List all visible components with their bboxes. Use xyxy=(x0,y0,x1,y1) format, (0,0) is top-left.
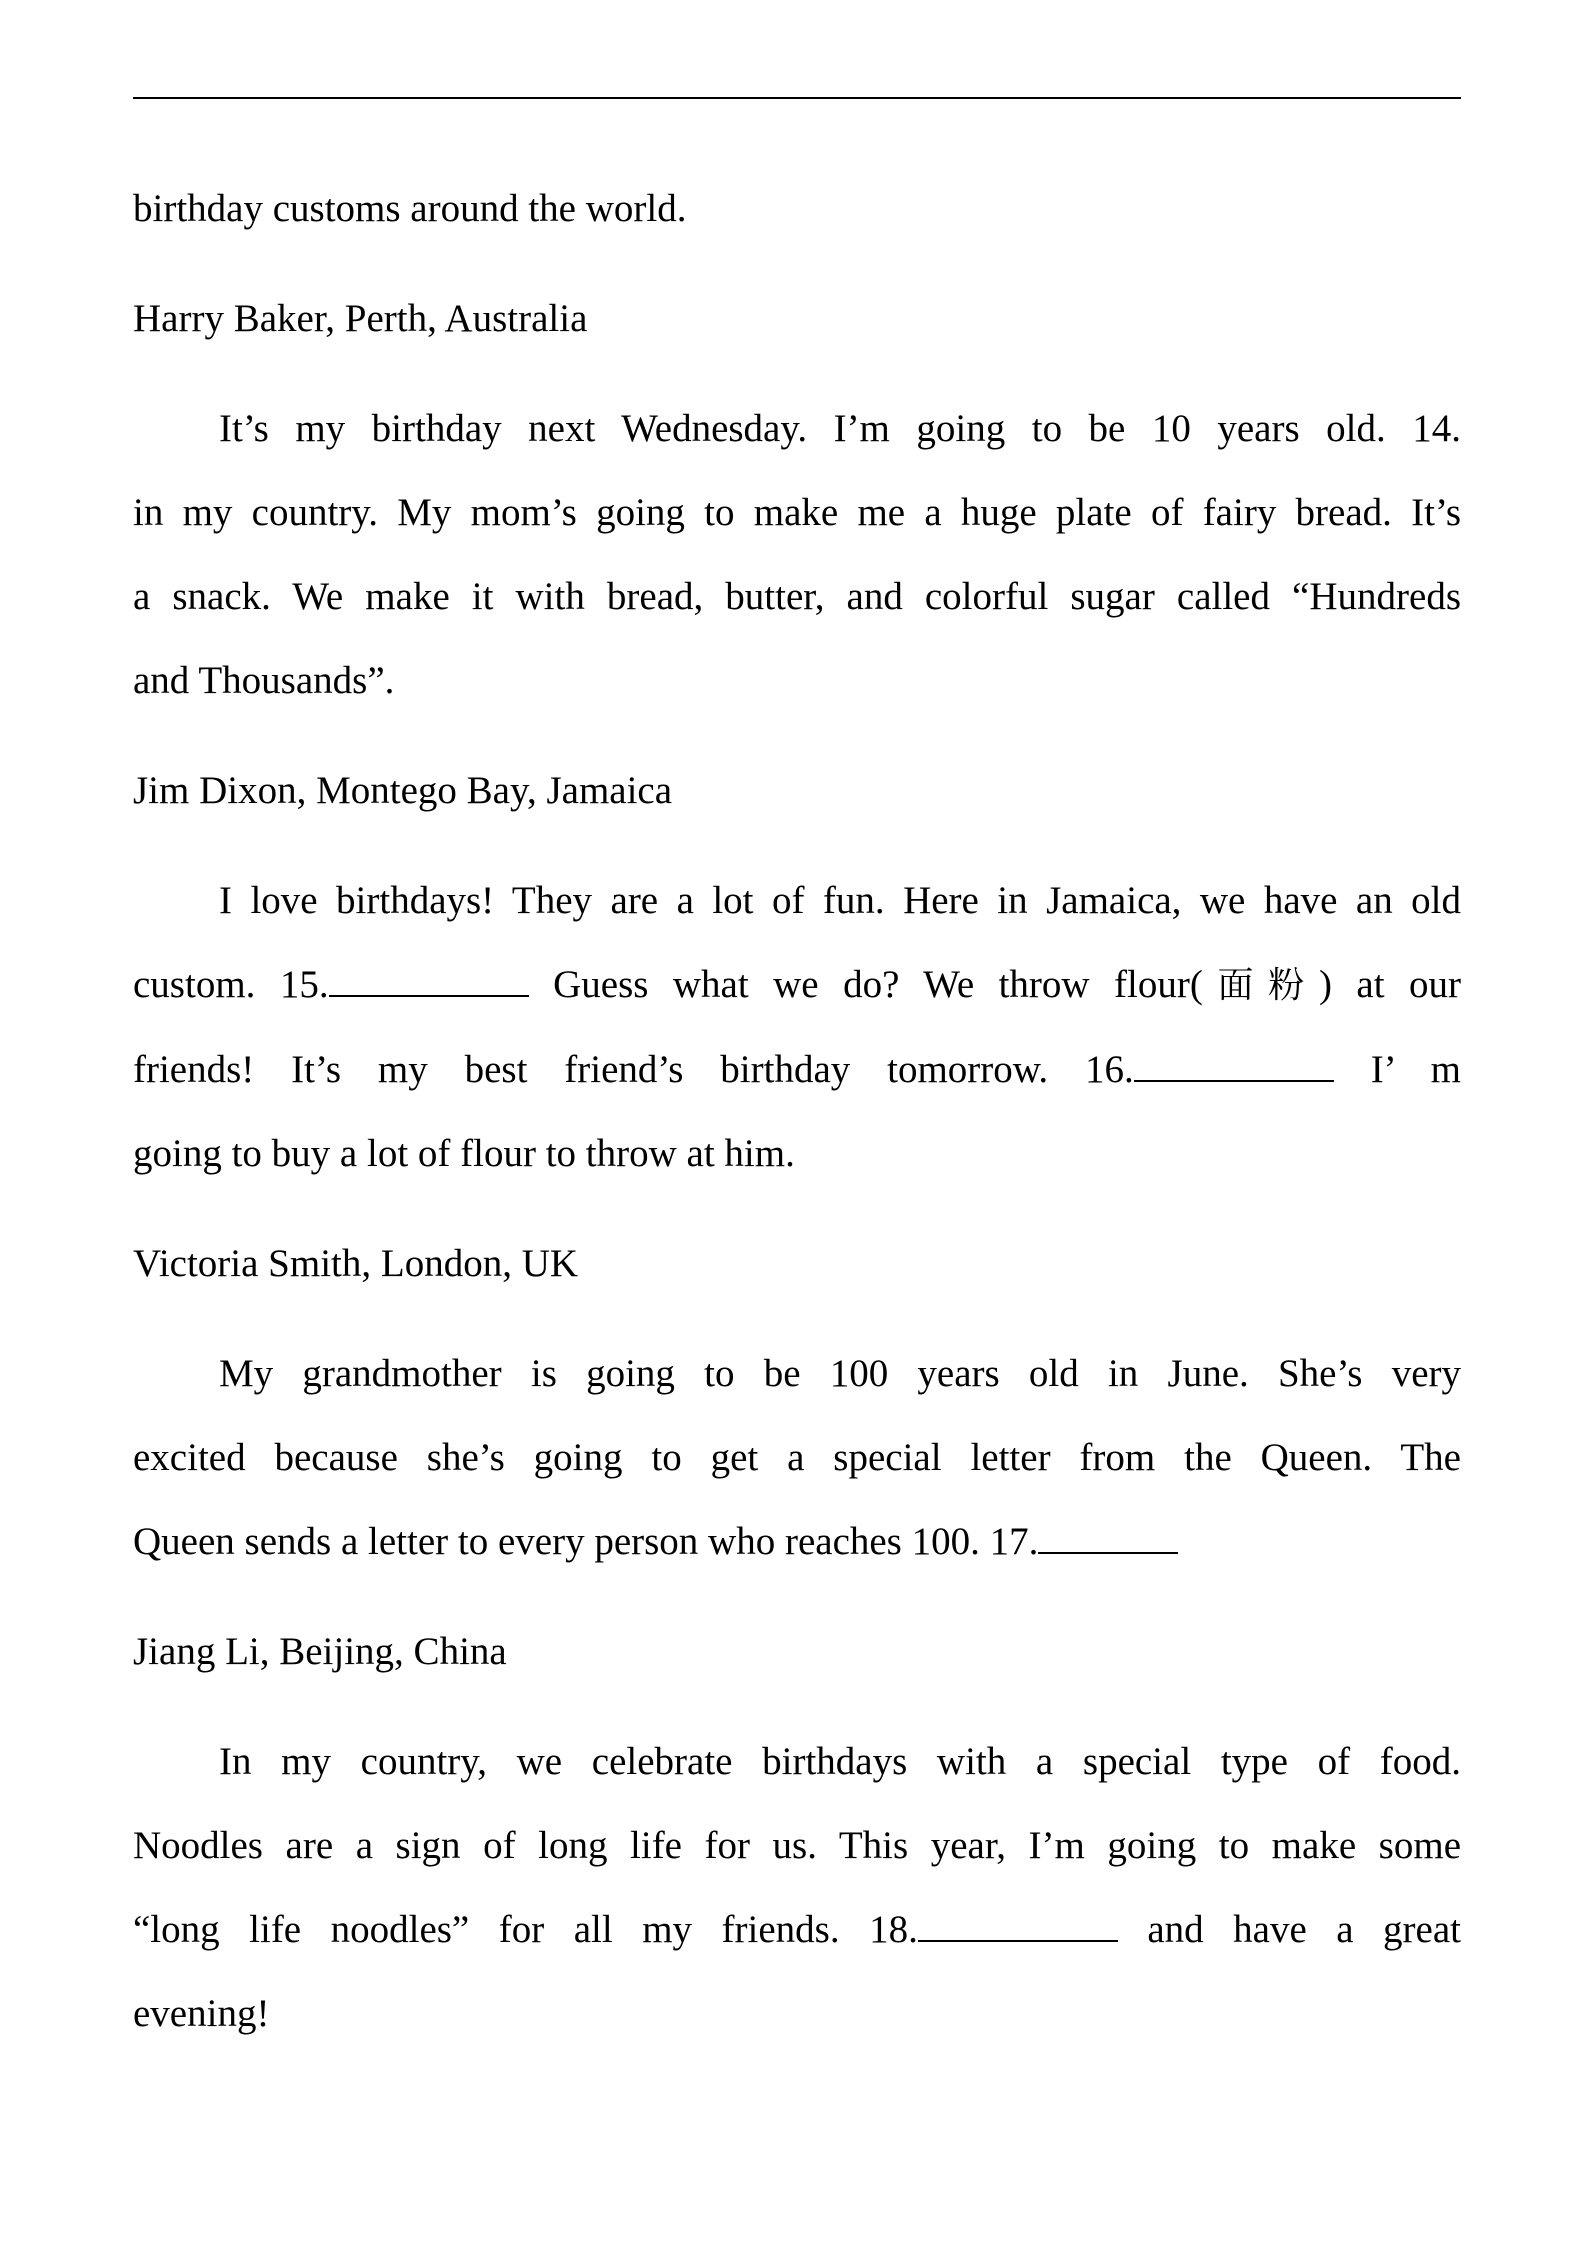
paragraph-line: In my country, we celebrate birthdays with a special type of food. xyxy=(219,1740,1461,1783)
entry-heading-jiang: Jiang Li, Beijing, China xyxy=(133,1630,507,1673)
text-segment: Queen sends a letter to every person who reaches 100. 17. xyxy=(133,1520,1039,1563)
header-rule xyxy=(133,97,1461,99)
text-segment: “long life noodles” for all my friends. 18. xyxy=(133,1908,918,1951)
paragraph-line: Noodles are a sign of long life for us. This year, I’m going to make some xyxy=(133,1824,1461,1867)
answer-blank-17[interactable] xyxy=(1038,1518,1178,1554)
chinese-gloss: 面粉 xyxy=(1202,965,1319,1006)
text-segment: I’ xyxy=(1370,1048,1394,1091)
text-segment: and have a great xyxy=(1147,1908,1462,1951)
paragraph-line: My grandmother is going to be 100 years old in June. She’s very xyxy=(219,1352,1461,1395)
entry-paragraph-harry xyxy=(133,387,1461,723)
text-segment: m xyxy=(1430,1048,1462,1091)
paragraph-line: I love birthdays! They are a lot of fun. Here in Jamaica, we have an old xyxy=(219,879,1461,922)
text-segment: friends! It’s my best friend’s birthday tomorrow. 16. xyxy=(133,1048,1134,1091)
paragraph-line xyxy=(133,1500,1461,1584)
document-body xyxy=(133,167,1461,2056)
answer-blank-18[interactable] xyxy=(918,1906,1118,1942)
paragraph-line: going to buy a lot of flour to throw at him. xyxy=(133,1132,795,1175)
entry-paragraph-jiang xyxy=(133,1720,1461,2056)
entry-paragraph-jim xyxy=(133,859,1461,1196)
paragraph-line: excited because she’s going to get a special letter from the Queen. The xyxy=(133,1436,1461,1479)
paragraph-line xyxy=(133,943,1461,1028)
text-segment: Guess what we do? We throw flour( xyxy=(553,963,1203,1006)
paragraph-line: It’s my birthday next Wednesday. I’m going to be 10 years old. 14. xyxy=(219,407,1461,450)
entry-heading-jim: Jim Dixon, Montego Bay, Jamaica xyxy=(133,769,673,812)
paragraph-line xyxy=(133,1888,1461,1972)
entry-heading-harry: Harry Baker, Perth, Australia xyxy=(133,297,588,340)
paragraph-line: evening! xyxy=(133,1992,270,2035)
paragraph-line: a snack. We make it with bread, butter, and colorful sugar called “Hundreds xyxy=(133,575,1461,618)
paragraph-line: and Thousands”. xyxy=(133,659,395,702)
answer-blank-16[interactable] xyxy=(1134,1046,1334,1082)
answer-blank-15[interactable] xyxy=(329,961,529,997)
text-segment: ) at our xyxy=(1318,963,1461,1006)
entry-paragraph-victoria xyxy=(133,1332,1461,1584)
paragraph-line xyxy=(133,1028,1461,1112)
entry-heading-victoria: Victoria Smith, London, UK xyxy=(133,1242,579,1285)
intro-tail: birthday customs around the world. xyxy=(133,187,687,230)
text-segment: custom. 15. xyxy=(133,963,329,1006)
paragraph-line: in my country. My mom’s going to make me a huge plate of fairy bread. It’s xyxy=(133,491,1461,534)
